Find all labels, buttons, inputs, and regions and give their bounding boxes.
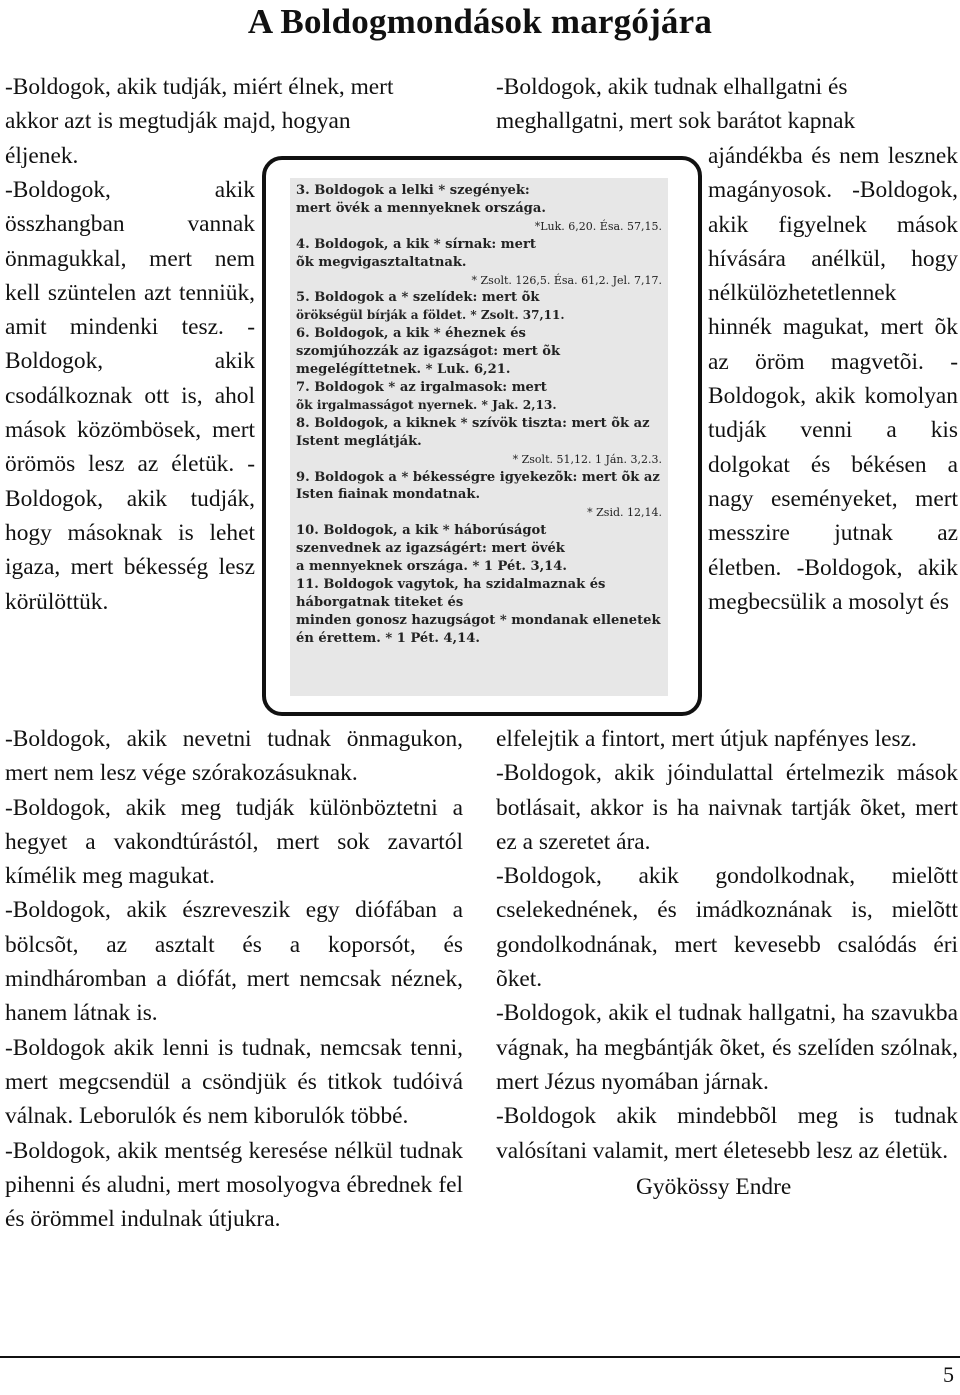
- author-signature: Gyökössy Endre: [636, 1173, 792, 1200]
- scan-line: a mennyeknek országa. * 1 Pét. 3,14.: [296, 559, 567, 575]
- right-column-bottom: [496, 722, 958, 1204]
- scan-reference: *Luk. 6,20. Ésa. 57,15.: [534, 219, 662, 233]
- scan-line: 6. Boldogok, a kik * éheznek és: [296, 326, 526, 342]
- scan-line: 5. Boldogok a * szelídek: mert õk: [296, 290, 540, 306]
- paragraph: akkor azt is megtudják majd, hogyan: [5, 108, 351, 135]
- scan-line: 11. Boldogok vagytok, ha szidalmaznak és háborgatnak titeket és: [296, 576, 606, 610]
- scan-line: 4. Boldogok, a kik * sírnak: mert: [296, 236, 536, 252]
- paragraph: ajándékba és nem lesznek magányosok. -Boldogok, akik figyelnek mások hívására anélkül, hogy nélkülözhetetlennek hinnék magukat, mert õk az öröm magvetõi. -Boldogok, akik komolyan tudják venni a kis dolgokat és békésen a nagy eseményeket, mert messzire jutnak az életben. -Boldogok, akik megbecsülik a mosolyt és: [708, 143, 958, 615]
- paragraph: -Boldogok, akik mentség keresése nélkül tudnak pihenni és aludni, mert mosolyogva ébrednek fel és örömmel indulnak útjukra.: [5, 1137, 463, 1233]
- scan-line: minden gonosz hazugságot * mondanak ellenetek én érettem. * 1 Pét. 4,14.: [296, 612, 661, 646]
- paragraph: meghallgatni, mert sok barátot kapnak: [496, 108, 856, 135]
- scan-line: szomjúhozzák az igazságot: mert õk: [296, 344, 561, 360]
- page-number: 5: [943, 1362, 954, 1387]
- paragraph: -Boldogok, akik összhangban vannak önmagukkal, mert nem kell szüntelen azt tenniük, amit mindenki tesz. -Boldogok, akik csodálkoznak ott is, ahol mások közömbösek, mert örömös lesz az életük. -Boldogok, akik tudják, hogy másoknak is lehet igaza, mert békesség lesz körülöttük.: [5, 177, 255, 615]
- scan-line: szenvednek az igazságért: mert övék: [296, 541, 565, 557]
- paragraph: elfelejtik a fintort, mert útjuk napfényes lesz.: [496, 726, 917, 752]
- footer-divider: [0, 1356, 960, 1358]
- paragraph: -Boldogok akik lenni is tudnak, nemcsak tenni, mert megcsendül a csöndjük és titkok tudóivá válnak. Leborulók és nem kiborulók többé.: [5, 1034, 463, 1130]
- scripture-scan-image: [290, 178, 668, 696]
- right-column-wrap: [708, 139, 958, 619]
- left-column-bottom: [5, 722, 463, 1236]
- scan-reference: * Zsid. 12,14.: [587, 506, 662, 520]
- paragraph: éljenek.: [5, 142, 79, 169]
- page-title: A Boldogmondások margójára: [247, 2, 713, 41]
- paragraph: -Boldogok, akik tudják, miért élnek, mert: [5, 74, 394, 100]
- scan-line: 9. Boldogok a * békességre igyekezõk: mert õk az Isten fiainak mondatnak.: [296, 469, 660, 503]
- paragraph: -Boldogok, akik észreveszik egy diófában a bölcsõt, az asztalt és a koporsót, és mindháromban a diófát, mert nemcsak néznek, hanem látnak is.: [5, 897, 463, 1027]
- paragraph: -Boldogok, akik el tudnak hallgatni, ha szavukba vágnak, ha megbántják õket, és szelíden szólnak, mert Jézus nyomában járnak.: [496, 1000, 958, 1095]
- scan-line: örökségül bírják a földet. * Zsolt. 37,11.: [296, 308, 565, 323]
- scan-line: 8. Boldogok, a kiknek * szívök tiszta: mert õk az Istent meglátják.: [296, 415, 650, 449]
- scan-line: mert övék a mennyeknek országa.: [296, 200, 546, 216]
- left-column-wrap: [5, 173, 255, 619]
- scan-line: 3. Boldogok a lelki * szegények:: [296, 183, 530, 198]
- scan-reference: * Zsolt. 126,5. Ésa. 61,2. Jel. 7,17.: [471, 273, 662, 287]
- paragraph: -Boldogok, akik jóindulattal értelmezik mások botlásait, akkor is ha naivnak tartják õket, mert ez a szeretet ára.: [496, 760, 958, 855]
- scan-line: õk megvigasztaltatnak.: [296, 254, 467, 270]
- scan-line: megelégíttetnek. * Luk. 6,21.: [296, 362, 511, 378]
- scan-reference: * Zsolt. 51,12. 1 Ján. 3,2.3.: [512, 452, 662, 466]
- paragraph: -Boldogok, akik tudnak elhallgatni és: [496, 74, 848, 100]
- paragraph: -Boldogok, akik meg tudják különböztetni a hegyet a vakondtúrástól, mert sok zavartól kímélik meg magukat.: [5, 794, 463, 890]
- scan-line: õk irgalmasságot nyernek. * Jak. 2,13.: [296, 397, 557, 412]
- paragraph: -Boldogok, akik gondolkodnak, mielõtt cselekednének, és imádkoznának is, mielõtt gondolkodnának, mert kevesebb csalódás éri õket.: [496, 863, 958, 993]
- paragraph: -Boldogok akik mindebbõl meg is tudnak valósítani valamit, mert életesebb lesz az életük.: [496, 1103, 958, 1164]
- right-column-top: [496, 70, 958, 139]
- paragraph: -Boldogok, akik nevetni tudnak önmagukon, mert nem lesz vége szórakozásuknak.: [5, 726, 463, 787]
- scan-line: 7. Boldogok * az irgalmasok: mert: [296, 379, 547, 395]
- scan-line: 10. Boldogok, a kik * háborúságot: [296, 523, 547, 539]
- scripture-image-frame: [262, 156, 702, 716]
